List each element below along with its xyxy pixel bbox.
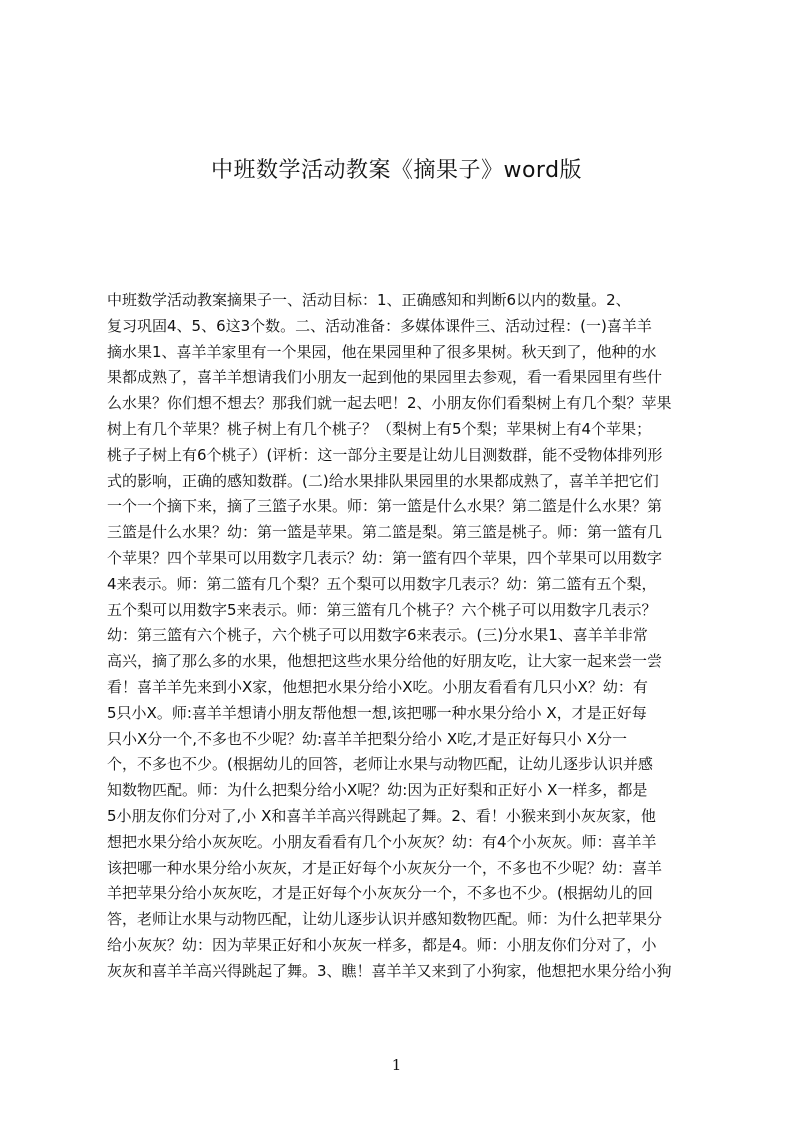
body-line: 想把水果分给小灰灰吃。小朋友看看有几个小灰灰？幼：有4个小灰灰。师：喜羊羊 (107, 832, 657, 851)
body-line: 个苹果？四个苹果可以用数字几表示？幼：第一篮有四个苹果，四个苹果可以用数字 (107, 548, 663, 567)
body-line: 灰灰和喜羊羊高兴得跳起了舞。3、瞧！喜羊羊又来到了小狗家，他想把水果分给小狗 (107, 961, 672, 980)
body-line: 一个一个摘下来，摘了三篮子水果。师：第一篮是什么水果？第二篮是什么水果？第 (107, 497, 663, 516)
body-line: 五个梨可以用数字5来表示。师：第三篮有几个桃子？六个桃子可以用数字几表示？ (107, 600, 657, 619)
body-line: 桃子子树上有6个桃子）(评析：这一部分主要是让幼儿目测数群，能不受物体排列形 (107, 445, 663, 464)
body-line: 看！喜羊羊先来到小X家，他想把水果分给小X吃。小朋友看看有几只小X？幼：有 (107, 677, 648, 696)
body-line: 式的影响，正确的感知数群。(二)给水果排队果园里的水果都成熟了，喜羊羊把它们 (107, 471, 659, 490)
body-line: 羊把苹果分给小灰灰吃，才是正好每个小灰灰分一个，不多也不少。(根据幼儿的回 (107, 884, 653, 903)
body-line: 复习巩固4、5、6这3个数。二、活动准备：多媒体课件三、活动过程：(一)喜羊羊 (107, 316, 652, 335)
body-line: 个，不多也不少。(根据幼儿的回答，老师让水果与动物匹配，让幼儿逐步认识并感 (107, 755, 653, 774)
body-line: 知数物匹配。师：为什么把梨分给小X呢？幼:因为正好梨和正好小 X一样多，都是 (107, 781, 648, 800)
document-title: 中班数学活动教案《摘果子》word版 (210, 157, 583, 183)
document-body (107, 288, 697, 1033)
body-line: 树上有几个苹果？桃子树上有几个桃子？（梨树上有5个梨；苹果树上有4个苹果； (107, 419, 652, 438)
body-line: 么水果？你们想不想去？那我们就一起去吧！2、小朋友你们看梨树上有几个梨？苹果 (107, 394, 672, 413)
body-line: 中班数学活动教案摘果子一、活动目标：1、正确感知和判断6以内的数量。2、 (107, 291, 631, 309)
body-line: 给小灰灰？幼：因为苹果正好和小灰灰一样多，都是4。师：小朋友你们分对了，小 (107, 935, 657, 954)
body-line: 果都成熟了，喜羊羊想请我们小朋友一起到他的果园里去参观，看一看果园里有些什 (107, 368, 663, 387)
body-line: 三篮是什么水果？幼：第一篮是苹果。第二篮是梨。第三篮是桃子。师：第一篮有几 (107, 523, 663, 542)
body-line: 幼：第三篮有六个桃子，六个桃子可以用数字6来表示。(三)分水果1、喜羊羊非常 (107, 626, 648, 645)
body-line: 5小朋友你们分对了,小 X和喜羊羊高兴得跳起了舞。2、看！小猴来到小灰灰家，他 (107, 806, 656, 825)
body-line: 摘水果1、喜羊羊家里有一个果园，他在果园里种了很多果树。秋天到了，他种的水 (107, 342, 657, 361)
body-line: 高兴，摘了那么多的水果，他想把这些水果分给他的好朋友吃，让大家一起来尝一尝 (107, 652, 663, 671)
body-line: 只小X分一个,不多也不少呢？幼:喜羊羊把梨分给小 X吃,才是正好每只小 X分一 (107, 729, 627, 748)
body-line: 5只小X。师:喜羊羊想请小朋友帮他想一想,该把哪一种水果分给小 X，才是正好每 (107, 703, 647, 722)
page-number: 1 (391, 1056, 402, 1074)
body-line: 答，老师让水果与动物匹配，让幼儿逐步认识并感知数物匹配。师：为什么把苹果分 (107, 910, 663, 929)
body-line: 4来表示。师：第二篮有几个梨？五个梨可以用数字几表示？幼：第二篮有五个梨， (107, 574, 657, 593)
body-line: 该把哪一种水果分给小灰灰，才是正好每个小灰灰分一个，不多也不少呢？幼：喜羊 (107, 858, 663, 877)
